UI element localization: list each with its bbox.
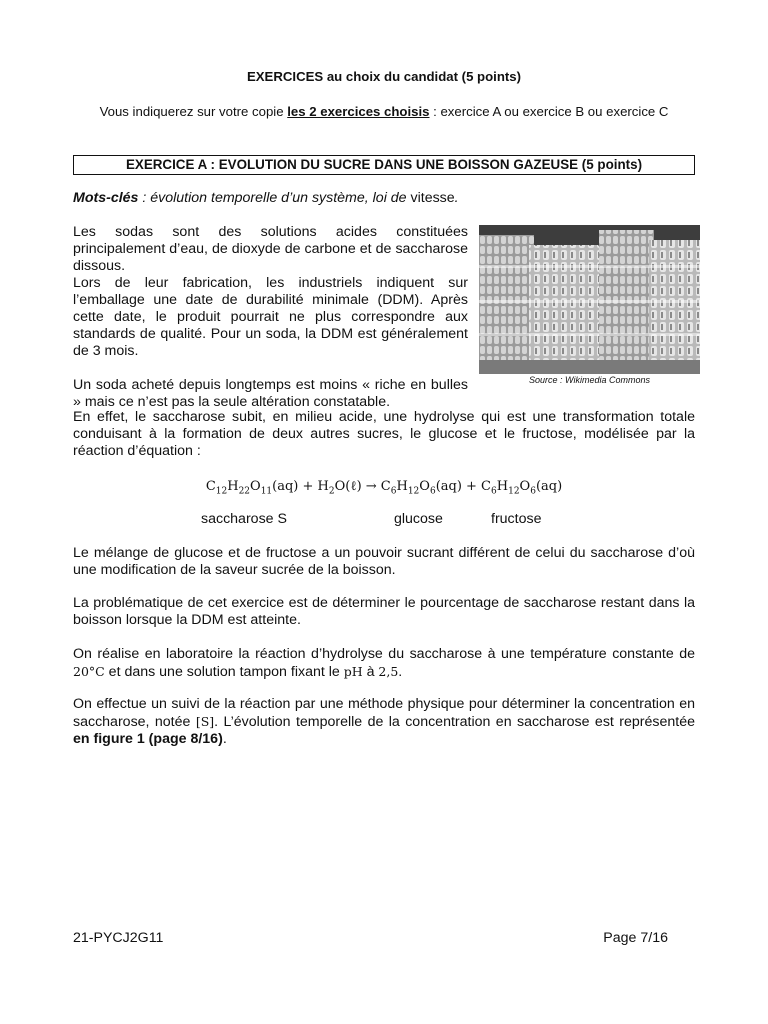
eq-sub: 11 bbox=[260, 486, 273, 497]
text: à bbox=[362, 664, 379, 680]
eq-part: C bbox=[205, 479, 216, 494]
footer-code: 21-PYCJ2G11 bbox=[73, 930, 164, 946]
footer-page-number: Page 7/16 bbox=[603, 930, 668, 946]
eq-part: (aq) + C bbox=[435, 479, 492, 494]
text: et dans une solution tampon fixant le bbox=[104, 664, 344, 680]
text: On effectue un suivi de la réaction par une méthode physique pour déterminer la concentration en saccharose, notée bbox=[73, 696, 695, 730]
eq-part: O(ℓ) → C bbox=[334, 479, 391, 494]
instruction-text-end: : exercice A ou exercice B ou exercice C bbox=[429, 104, 669, 119]
eq-sub: 12 bbox=[407, 486, 420, 497]
text: On réalise en laboratoire la réaction d’hydrolyse du saccharose à une température constante de bbox=[73, 646, 695, 662]
ph-symbol: pH bbox=[343, 664, 363, 679]
label-fructose: fructose bbox=[491, 511, 542, 527]
intro-paragraphs bbox=[73, 224, 468, 360]
intro-paragraph-3: Un soda acheté depuis longtemps est moins « riche en bulles » mais ce n’est pas la seule altération constatable. bbox=[73, 377, 468, 410]
soda-pallets-illustration bbox=[479, 225, 700, 374]
text: . bbox=[398, 664, 403, 680]
eq-part: O bbox=[519, 479, 531, 494]
soda-pallets-photo bbox=[479, 225, 700, 374]
paragraph-monitoring bbox=[73, 696, 695, 748]
instruction-emphasis: les 2 exercices choisis bbox=[287, 104, 430, 119]
ph-value: 2,5 bbox=[378, 664, 399, 679]
instruction-text: Vous indiquerez sur votre copie bbox=[99, 104, 288, 119]
label-saccharose: saccharose S bbox=[201, 511, 287, 527]
instruction-line bbox=[0, 103, 768, 120]
eq-part: (aq) bbox=[535, 479, 563, 494]
eq-part: O bbox=[419, 479, 430, 494]
intro-paragraph-2: Lors de leur fabrication, les industriels indiquent sur l’emballage une date de durabilité minimale (DDM). Après cette date, le produit pourrait ne plus correspondre aux standards de qualité. Pour un soda, la DDM est généralement de 3 mois. bbox=[73, 275, 468, 359]
eq-part: H bbox=[496, 479, 509, 494]
photo-caption: Source : Wikimedia Commons bbox=[529, 375, 650, 385]
eq-sub: 12 bbox=[215, 486, 228, 497]
keywords-line bbox=[73, 190, 693, 207]
reaction-equation bbox=[0, 478, 768, 495]
eq-part: (aq) + H bbox=[272, 479, 329, 494]
eq-part: O bbox=[250, 479, 261, 494]
exercise-title-box: EXERCICE A : EVOLUTION DU SUCRE DANS UNE BOISSON GAZEUSE (5 points) bbox=[73, 155, 695, 175]
eq-sub: 12 bbox=[508, 486, 520, 497]
eq-sub: 6 bbox=[530, 486, 536, 497]
keywords-text: : évolution temporelle d’un système, loi de bbox=[138, 190, 411, 206]
eq-sub: 2 bbox=[328, 486, 335, 497]
paragraph-problem: La problématique de cet exercice est de déterminer le pourcentage de saccharose restant dans la boisson lorsque la DDM est atteinte. bbox=[73, 595, 695, 628]
paragraph-sweetness: Le mélange de glucose et de fructose a un pouvoir sucrant différent de celui du saccharose d’où une modification de la saveur sucrée de la boisson. bbox=[73, 545, 695, 578]
concentration-symbol: [S] bbox=[195, 714, 215, 729]
intro-paragraph-1: Les sodas sont des solutions acides constituées principalement d’eau, de dioxyde de carbone et de saccharose dissous. bbox=[73, 224, 468, 274]
temperature-value: 20°C bbox=[73, 664, 105, 679]
text: . bbox=[222, 731, 227, 747]
text: . L’évolution temporelle de la concentration en saccharose est représentée bbox=[214, 714, 695, 730]
keywords-label: Mots-clés bbox=[73, 190, 139, 206]
figure-reference: en figure 1 (page 8/16) bbox=[73, 731, 223, 747]
intro-paragraph-4: En effet, le saccharose subit, en milieu acide, une hydrolyse qui est une transformation totale conduisant à la formation de deux autres sucres, le glucose et le fructose, modélisée par la réaction d’équation : bbox=[73, 409, 695, 459]
eq-part: H bbox=[227, 479, 239, 494]
eq-sub: 6 bbox=[429, 486, 436, 497]
keywords-end: . bbox=[454, 190, 459, 206]
label-glucose: glucose bbox=[394, 511, 443, 527]
document-heading: EXERCICES au choix du candidat (5 points) bbox=[246, 69, 522, 84]
keywords-last: vitesse bbox=[410, 190, 455, 206]
paragraph-lab-conditions bbox=[73, 646, 695, 681]
eq-sub: 22 bbox=[238, 486, 251, 497]
eq-sub: 6 bbox=[491, 486, 497, 497]
eq-sub: 6 bbox=[390, 486, 397, 497]
eq-part: H bbox=[396, 479, 408, 494]
